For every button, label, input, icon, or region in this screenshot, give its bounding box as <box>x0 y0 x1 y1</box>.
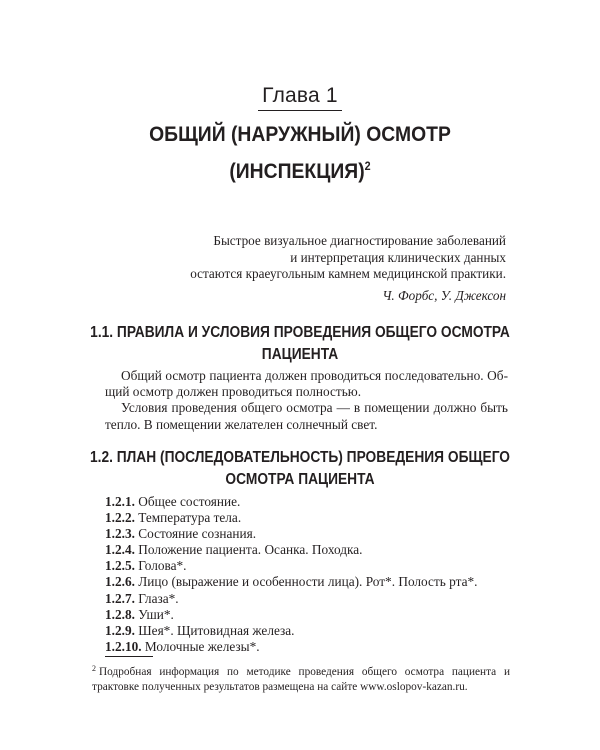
list-item <box>105 639 525 655</box>
epigraph-author: Ч. Форбс, У. Джексон <box>382 287 506 303</box>
chapter-title-line-2-text: (ИНСПЕКЦИЯ) <box>229 159 365 183</box>
item-text: Шея*. Щитовидная железа. <box>138 622 295 638</box>
item-text: Уши*. <box>138 606 174 622</box>
section-1-1-body <box>105 368 508 433</box>
chapter-label <box>0 84 600 111</box>
item-text: Голова*. <box>138 558 187 574</box>
footnote-text: Подробная информация по методике проведения общего осмотра пациента и трактовке полученных результатов размещена на сайте www.oslopov-kazan.ru. <box>92 666 510 693</box>
item-text: Общее состояние. <box>138 494 241 509</box>
footnote-reference[interactable]: 2 <box>364 159 371 173</box>
list-item <box>105 494 525 510</box>
paragraph: Общий осмотр пациента должен проводиться последовательно. Общий осмотр должен проводиться полностью. <box>105 368 508 400</box>
paragraph: Условия проведения общего осмотра — в помещении должно быть тепло. В помещении желателен солнечный свет. <box>105 400 508 432</box>
section-heading-line-1: 1.2. ПЛАН (ПОСЛЕДОВАТЕЛЬНОСТЬ) ПРОВЕДЕНИЯ ОБЩЕГО <box>89 449 511 466</box>
epigraph-line: Быстрое визуальное диагностирование заболеваний <box>213 233 506 248</box>
item-number: 1.2.3. <box>105 526 135 542</box>
epigraph-line: и интерпретация клинических данных <box>290 249 506 265</box>
item-number: 1.2.6. <box>105 574 135 590</box>
epigraph-line: остаются краеугольным камнем медицинской практики. <box>190 266 506 281</box>
list-item <box>105 607 525 623</box>
list-item <box>105 542 525 558</box>
chapter-title-line-1: ОБЩИЙ (НАРУЖНЫЙ) ОСМОТР <box>149 122 451 146</box>
item-number: 1.2.8. <box>105 606 135 622</box>
item-text: Лицо (выражение и особенности лица). Рот*. Полость рта*. <box>138 574 478 590</box>
footnote-divider <box>105 656 153 657</box>
item-text: Положение пациента. Осанка. Походка. <box>138 542 363 558</box>
item-text: Температура тела. <box>138 510 242 526</box>
section-heading-1-2 <box>42 447 558 491</box>
section-heading-line-1: 1.1. ПРАВИЛА И УСЛОВИЯ ПРОВЕДЕНИЯ ОБЩЕГО ОСМОТРА <box>90 324 510 341</box>
chapter-title <box>30 118 570 187</box>
item-number: 1.2.10. <box>105 638 142 654</box>
list-item <box>105 510 525 526</box>
item-number: 1.2.7. <box>105 590 135 606</box>
item-number: 1.2.2. <box>105 510 135 526</box>
footnote-mark: 2 <box>92 664 96 673</box>
list-item <box>105 623 525 639</box>
list-item <box>105 574 525 590</box>
item-number: 1.2.9. <box>105 622 135 638</box>
item-number: 1.2.5. <box>105 558 135 574</box>
item-text: Глаза*. <box>138 590 179 606</box>
section-heading-1-1 <box>42 322 558 366</box>
chapter-title-line-2 <box>30 150 570 187</box>
footnote <box>92 662 510 694</box>
list-item <box>105 526 525 542</box>
item-text: Молочные железы*. <box>144 638 260 654</box>
list-item <box>105 591 525 607</box>
list-item <box>105 558 525 574</box>
item-number: 1.2.1. <box>105 494 135 509</box>
examination-plan-list <box>105 494 525 655</box>
item-number: 1.2.4. <box>105 542 135 558</box>
section-heading-line-2: ПАЦИЕНТА <box>261 346 339 363</box>
epigraph <box>106 233 506 304</box>
chapter-label-text: Глава 1 <box>258 84 342 111</box>
section-heading-line-2: ОСМОТРА ПАЦИЕНТА <box>225 471 375 488</box>
item-text: Состояние сознания. <box>138 526 257 542</box>
